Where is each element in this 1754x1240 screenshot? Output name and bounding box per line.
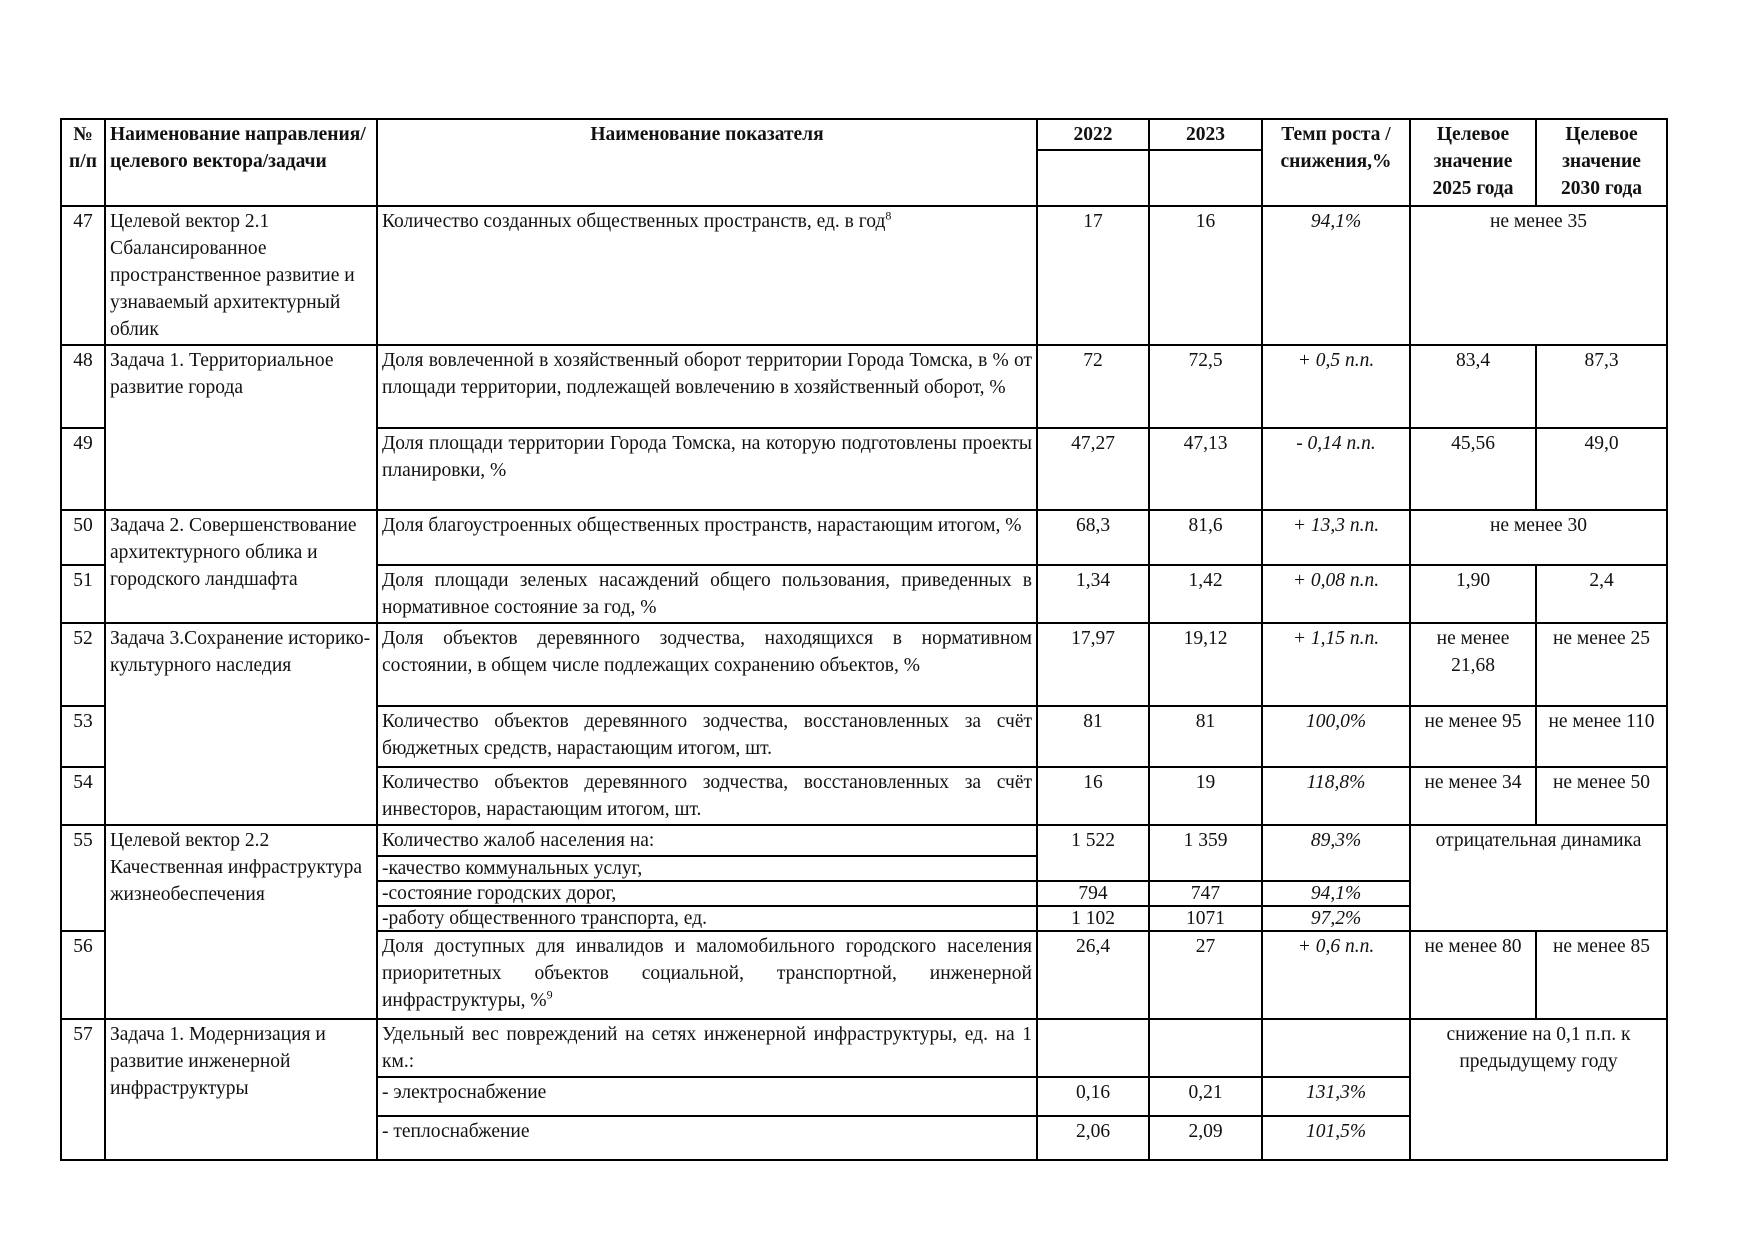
value-2022: 794 — [1037, 881, 1149, 906]
value-2023: 1071 — [1149, 906, 1262, 931]
value-2022: 16 — [1037, 767, 1149, 825]
row-number: 56 — [61, 931, 105, 1019]
rate-cell: - 0,14 п.п. — [1262, 428, 1410, 510]
value-2022: 1 522 — [1037, 825, 1149, 881]
value-2023: 1 359 — [1149, 825, 1262, 881]
value-2023: 0,21 — [1149, 1077, 1262, 1116]
value-2023: 19 — [1149, 767, 1262, 825]
value-2023: 747 — [1149, 881, 1262, 906]
rate-cell: + 0,08 п.п. — [1262, 565, 1410, 623]
row-number: 47 — [61, 206, 105, 345]
header-indicator: Наименование показателя — [377, 119, 1037, 206]
rate-cell: 100,0% — [1262, 706, 1410, 767]
direction-cell: Задача 2. Совершенствование архитектурного облика и городского ландшафта — [105, 510, 377, 623]
value-2023: 27 — [1149, 931, 1262, 1019]
header-direction: Наименование направления/целевого вектора/задачи — [105, 119, 377, 206]
indicator-text: Доля доступных для инвалидов и маломобильного городского населения приоритетных объектов социальной, транспортной, инженерной инфраструктуры, % — [382, 936, 1032, 1011]
row-number: 57 — [61, 1019, 105, 1160]
indicator-cell — [377, 931, 1037, 1019]
row-number: 49 — [61, 428, 105, 510]
direction-cell: Задача 1. Модернизация и развитие инженерной инфраструктуры — [105, 1019, 377, 1160]
value-2022: 0,16 — [1037, 1077, 1149, 1116]
row-number: 48 — [61, 345, 105, 428]
target-2030: 49,0 — [1536, 428, 1667, 510]
row-number: 53 — [61, 706, 105, 767]
indicator-cell: Доля вовлеченной в хозяйственный оборот территории Города Томска, в % от площади территории, подлежащей вовлечению в хозяйственный оборот, % — [377, 345, 1037, 428]
target-2030: не менее 110 — [1536, 706, 1667, 767]
target-2025: 1,90 — [1410, 565, 1536, 623]
indicator-subitem: -качество коммунальных услуг, — [377, 856, 1037, 881]
target-merged: не менее 30 — [1410, 510, 1667, 565]
value-2022: 47,27 — [1037, 428, 1149, 510]
empty-cell — [1149, 1019, 1262, 1077]
target-2030: 2,4 — [1536, 565, 1667, 623]
indicators-table — [60, 118, 1668, 1161]
rate-cell: + 1,15 п.п. — [1262, 623, 1410, 706]
row-number: 55 — [61, 825, 105, 931]
target-2025: 83,4 — [1410, 345, 1536, 428]
row-number: 54 — [61, 767, 105, 825]
direction-cell: Задача 1. Территориальное развитие города — [105, 345, 377, 510]
table-header-row — [61, 119, 1667, 150]
value-2023: 1,42 — [1149, 565, 1262, 623]
target-2025: не менее 95 — [1410, 706, 1536, 767]
indicator-subitem: - теплоснабжение — [377, 1116, 1037, 1160]
rate-cell: + 0,5 п.п. — [1262, 345, 1410, 428]
value-2022: 1 102 — [1037, 906, 1149, 931]
rate-cell: 94,1% — [1262, 206, 1410, 345]
row-number: 51 — [61, 565, 105, 623]
value-2023: 2,09 — [1149, 1116, 1262, 1160]
row-number: 50 — [61, 510, 105, 565]
header-num: № п/п — [61, 119, 105, 206]
target-2025: не менее 80 — [1410, 931, 1536, 1019]
indicator-cell — [377, 206, 1037, 345]
indicator-cell: Доля площади зеленых насаждений общего пользования, приведенных в нормативное состояние за год, % — [377, 565, 1037, 623]
value-2022: 1,34 — [1037, 565, 1149, 623]
indicator-cell: Количество объектов деревянного зодчества, восстановленных за счёт бюджетных средств, нарастающим итогом, шт. — [377, 706, 1037, 767]
table-row — [61, 825, 1667, 856]
rate-cell: + 0,6 п.п. — [1262, 931, 1410, 1019]
indicator-cell: Количество объектов деревянного зодчества, восстановленных за счёт инвесторов, нарастающим итогом, шт. — [377, 767, 1037, 825]
direction-cell: Целевой вектор 2.1 Сбалансированное пространственное развитие и узнаваемый архитектурный облик — [105, 206, 377, 345]
table-row — [61, 345, 1667, 428]
header-target-2030: Целевое значение 2030 года — [1536, 119, 1667, 206]
header-empty-cell — [1037, 150, 1149, 206]
indicator-cell: Доля объектов деревянного зодчества, находящихся в нормативном состоянии, в общем числе подлежащих сохранению объектов, % — [377, 623, 1037, 706]
target-merged: отрицательная динамика — [1410, 825, 1667, 931]
rate-cell: 101,5% — [1262, 1116, 1410, 1160]
empty-cell — [1262, 1019, 1410, 1077]
target-2030: не менее 25 — [1536, 623, 1667, 706]
value-2023: 16 — [1149, 206, 1262, 345]
rate-cell: 89,3% — [1262, 825, 1410, 881]
indicator-subitem: -работу общественного транспорта, ед. — [377, 906, 1037, 931]
indicator-text: Количество созданных общественных пространств, ед. в год — [382, 211, 886, 232]
indicator-subitem: -состояние городских дорог, — [377, 881, 1037, 906]
header-rate: Темп роста / снижения,% — [1262, 119, 1410, 206]
rate-cell: 118,8% — [1262, 767, 1410, 825]
target-2030: 87,3 — [1536, 345, 1667, 428]
row-number: 52 — [61, 623, 105, 706]
indicator-subitem: - электроснабжение — [377, 1077, 1037, 1116]
indicator-cell: Удельный вес повреждений на сетях инженерной инфраструктуры, ед. на 1 км.: — [377, 1019, 1037, 1077]
header-2022: 2022 — [1037, 119, 1149, 150]
value-2023: 72,5 — [1149, 345, 1262, 428]
value-2022: 17,97 — [1037, 623, 1149, 706]
value-2023: 81 — [1149, 706, 1262, 767]
table-row — [61, 1019, 1667, 1077]
header-2023: 2023 — [1149, 119, 1262, 150]
rate-cell: 94,1% — [1262, 881, 1410, 906]
value-2023: 19,12 — [1149, 623, 1262, 706]
value-2022: 2,06 — [1037, 1116, 1149, 1160]
value-2022: 17 — [1037, 206, 1149, 345]
header-target-2025: Целевое значение 2025 года — [1410, 119, 1536, 206]
target-merged: снижение на 0,1 п.п. к предыдущему году — [1410, 1019, 1667, 1160]
target-2030: не менее 50 — [1536, 767, 1667, 825]
footnote-mark: 9 — [546, 987, 553, 1002]
rate-cell: 97,2% — [1262, 906, 1410, 931]
value-2023: 81,6 — [1149, 510, 1262, 565]
value-2023: 47,13 — [1149, 428, 1262, 510]
table-row — [61, 206, 1667, 345]
target-2025: 45,56 — [1410, 428, 1536, 510]
value-2022: 81 — [1037, 706, 1149, 767]
rate-cell: + 13,3 п.п. — [1262, 510, 1410, 565]
indicator-cell: Доля площади территории Города Томска, на которую подготовлены проекты планировки, % — [377, 428, 1037, 510]
indicator-cell: Доля благоустроенных общественных пространств, нарастающим итогом, % — [377, 510, 1037, 565]
target-merged: не менее 35 — [1410, 206, 1667, 345]
indicator-cell: Количество жалоб населения на: — [377, 825, 1037, 856]
header-empty-cell — [1149, 150, 1262, 206]
footnote-mark: 8 — [885, 208, 892, 223]
value-2022: 72 — [1037, 345, 1149, 428]
direction-cell: Задача 3.Сохранение историко-культурного наследия — [105, 623, 377, 825]
target-2025: не менее 34 — [1410, 767, 1536, 825]
value-2022: 68,3 — [1037, 510, 1149, 565]
target-2030: не менее 85 — [1536, 931, 1667, 1019]
empty-cell — [1037, 1019, 1149, 1077]
direction-cell: Целевой вектор 2.2 Качественная инфраструктура жизнеобеспечения — [105, 825, 377, 1019]
rate-cell: 131,3% — [1262, 1077, 1410, 1116]
value-2022: 26,4 — [1037, 931, 1149, 1019]
table-row — [61, 623, 1667, 706]
table-row — [61, 510, 1667, 565]
target-2025: не менее 21,68 — [1410, 623, 1536, 706]
